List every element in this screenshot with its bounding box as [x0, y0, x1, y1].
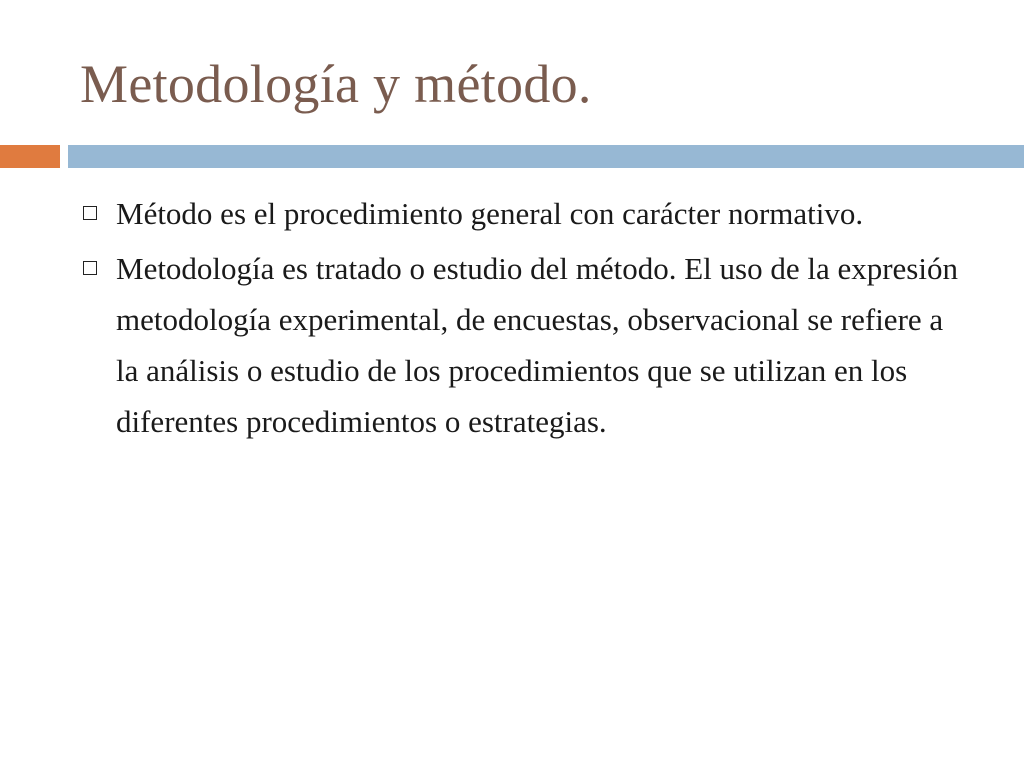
accent-bar-orange: [0, 145, 60, 168]
hollow-square-icon: [83, 261, 97, 275]
hollow-square-icon: [83, 206, 97, 220]
slide-title: Metodología y método.: [80, 54, 592, 114]
bullet-text: Metodología es tratado o estudio del método. El uso de la expresión metodología experimental, de encuestas, observacional se refiere a la análisis o estudio de los procedimientos que se utilizan en los diferentes procedimientos o estrategias.: [116, 251, 958, 439]
bullet-item: [80, 188, 970, 239]
bullet-list: [80, 188, 970, 451]
bullet-text: Método es el procedimiento general con carácter normativo.: [116, 196, 864, 231]
bullet-item: [80, 243, 970, 447]
accent-bar-blue: [68, 145, 1024, 168]
